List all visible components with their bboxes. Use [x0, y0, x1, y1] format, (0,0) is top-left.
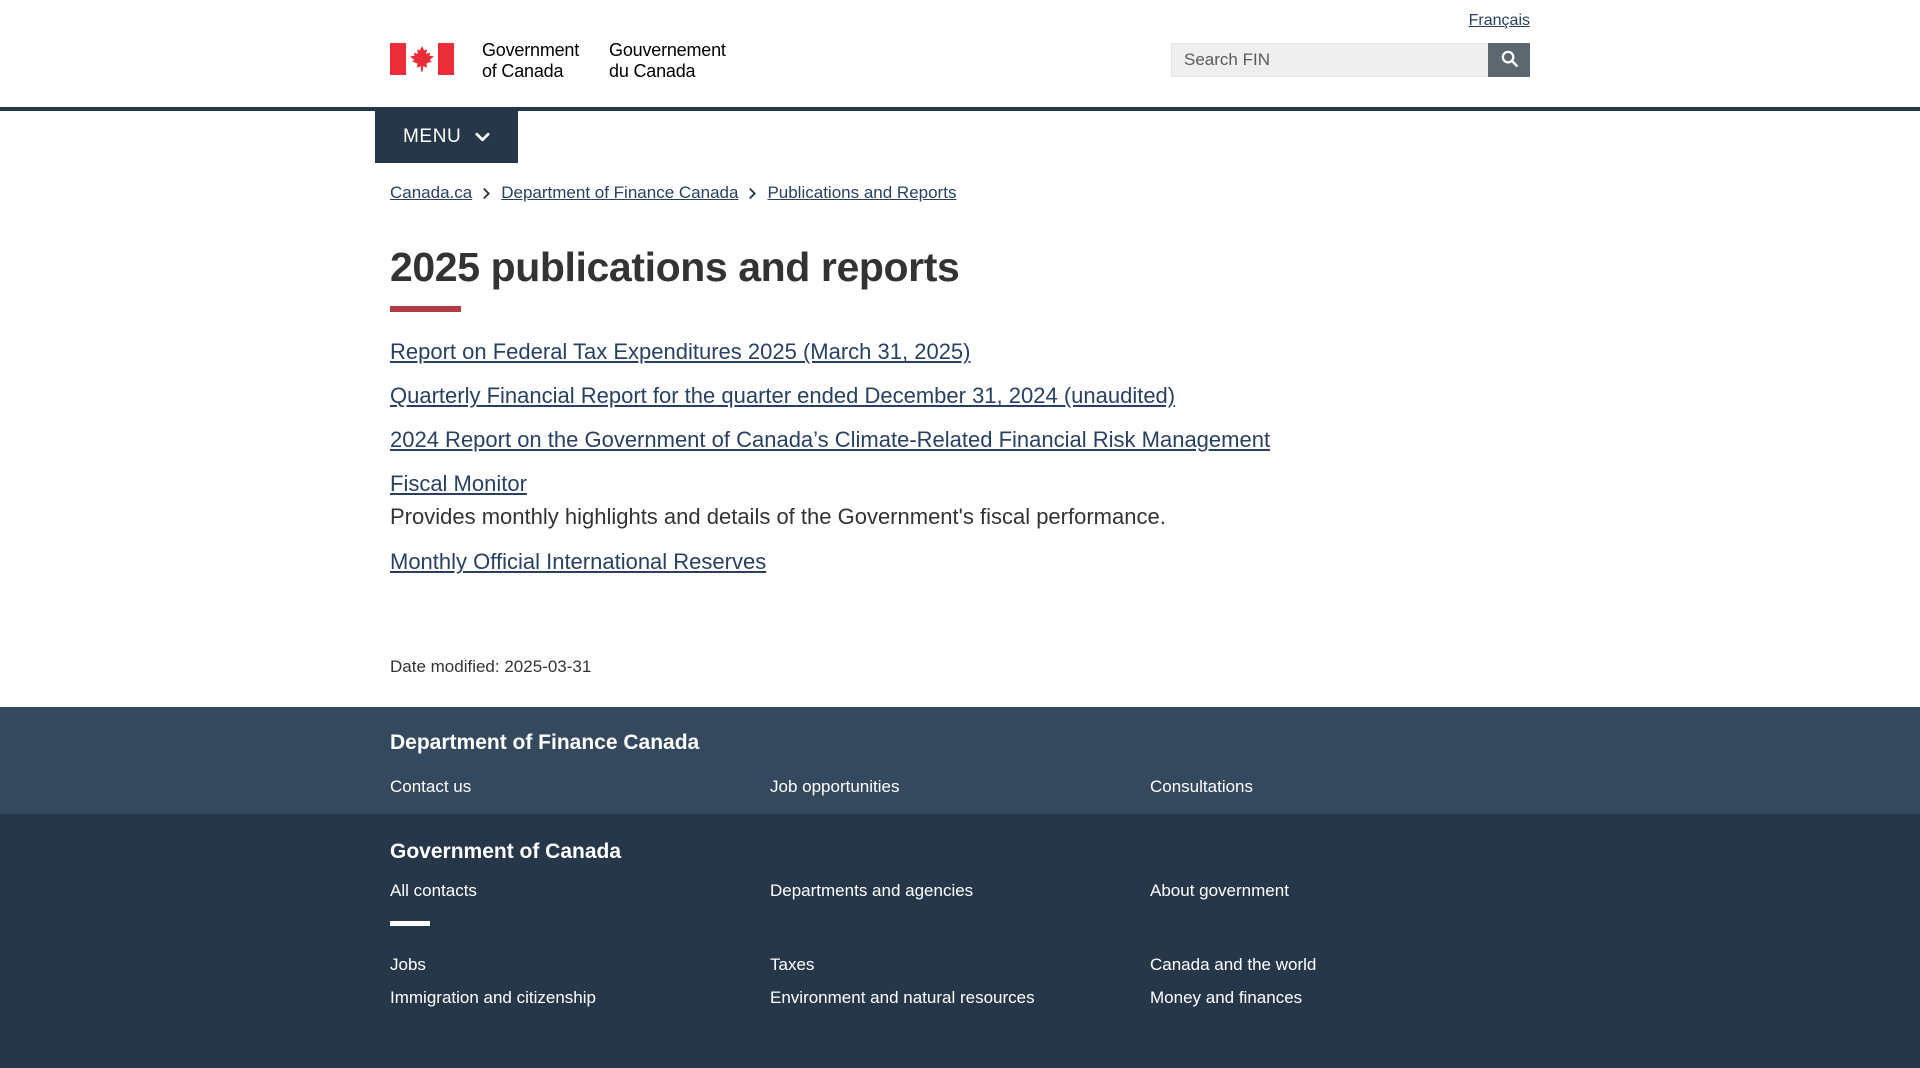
footer-link-environment-and-natural-resources[interactable]: Environment and natural resources [770, 988, 1035, 1008]
fip-logo [390, 40, 726, 82]
site-footer [0, 707, 1920, 1068]
magnifier-icon [1500, 49, 1519, 71]
footer-link-departments-and-agencies[interactable]: Departments and agencies [770, 881, 974, 901]
fiscal-monitor-description: Provides monthly highlights and details of the Government's fiscal performance. [390, 504, 1166, 530]
chevron-right-icon [483, 188, 490, 199]
footer-main-heading: Government of Canada [390, 840, 622, 864]
title-accent-bar [390, 306, 461, 312]
footer-contextual-heading: Department of Finance Canada [390, 731, 700, 755]
footer-link-contact-us[interactable]: Contact us [390, 777, 472, 797]
footer-main-band [0, 814, 1920, 1068]
canada-flag-icon [390, 40, 454, 75]
chevron-down-icon [475, 126, 490, 148]
breadcrumb-link-department-of-finance[interactable]: Department of Finance Canada [501, 183, 739, 203]
footer-link-jobs[interactable]: Jobs [390, 955, 426, 975]
site-header [0, 0, 1920, 82]
footer-link-money-and-finances[interactable]: Money and finances [1150, 988, 1303, 1008]
search-form [1171, 43, 1530, 77]
pub-link-tax-expenditures[interactable]: Report on Federal Tax Expenditures 2025 (March 31, 2025) [390, 339, 971, 365]
menu-band [0, 107, 1920, 160]
page-title: 2025 publications and reports [390, 244, 960, 291]
footer-contextual-band [0, 707, 1920, 814]
menu-button-label: MENU [403, 126, 462, 148]
footer-link-taxes[interactable]: Taxes [770, 955, 815, 975]
footer-link-about-government[interactable]: About government [1150, 881, 1289, 901]
chevron-right-icon [749, 188, 756, 199]
menu-button[interactable] [375, 111, 518, 163]
pub-link-fiscal-monitor[interactable]: Fiscal Monitor [390, 471, 527, 497]
search-button[interactable] [1488, 43, 1530, 77]
footer-divider [390, 921, 430, 926]
footer-link-consultations[interactable]: Consultations [1150, 777, 1254, 797]
fip-english-wordmark: Government of Canada [482, 40, 580, 82]
footer-link-immigration-and-citizenship[interactable]: Immigration and citizenship [390, 988, 596, 1008]
fip-french-wordmark: Gouvernement du Canada [609, 40, 726, 82]
footer-link-job-opportunities[interactable]: Job opportunities [770, 777, 900, 797]
breadcrumb [390, 183, 1530, 203]
footer-link-canada-and-the-world[interactable]: Canada and the world [1150, 955, 1317, 975]
pub-link-climate-risk-report[interactable]: 2024 Report on the Government of Canada’s Climate-Related Financial Risk Management [390, 427, 1271, 453]
breadcrumb-link-canada-ca[interactable]: Canada.ca [390, 183, 473, 203]
pub-link-quarterly-financial-report[interactable]: Quarterly Financial Report for the quarter ended December 31, 2024 (unaudited) [390, 383, 1176, 409]
pub-link-international-reserves[interactable]: Monthly Official International Reserves [390, 549, 767, 575]
breadcrumb-link-publications-and-reports[interactable]: Publications and Reports [767, 183, 957, 203]
language-toggle-link[interactable]: Français [1468, 12, 1530, 29]
date-modified: Date modified: 2025-03-31 [390, 657, 592, 677]
search-input[interactable] [1171, 43, 1488, 77]
footer-link-all-contacts[interactable]: All contacts [390, 881, 477, 901]
publications-list [390, 339, 1530, 575]
